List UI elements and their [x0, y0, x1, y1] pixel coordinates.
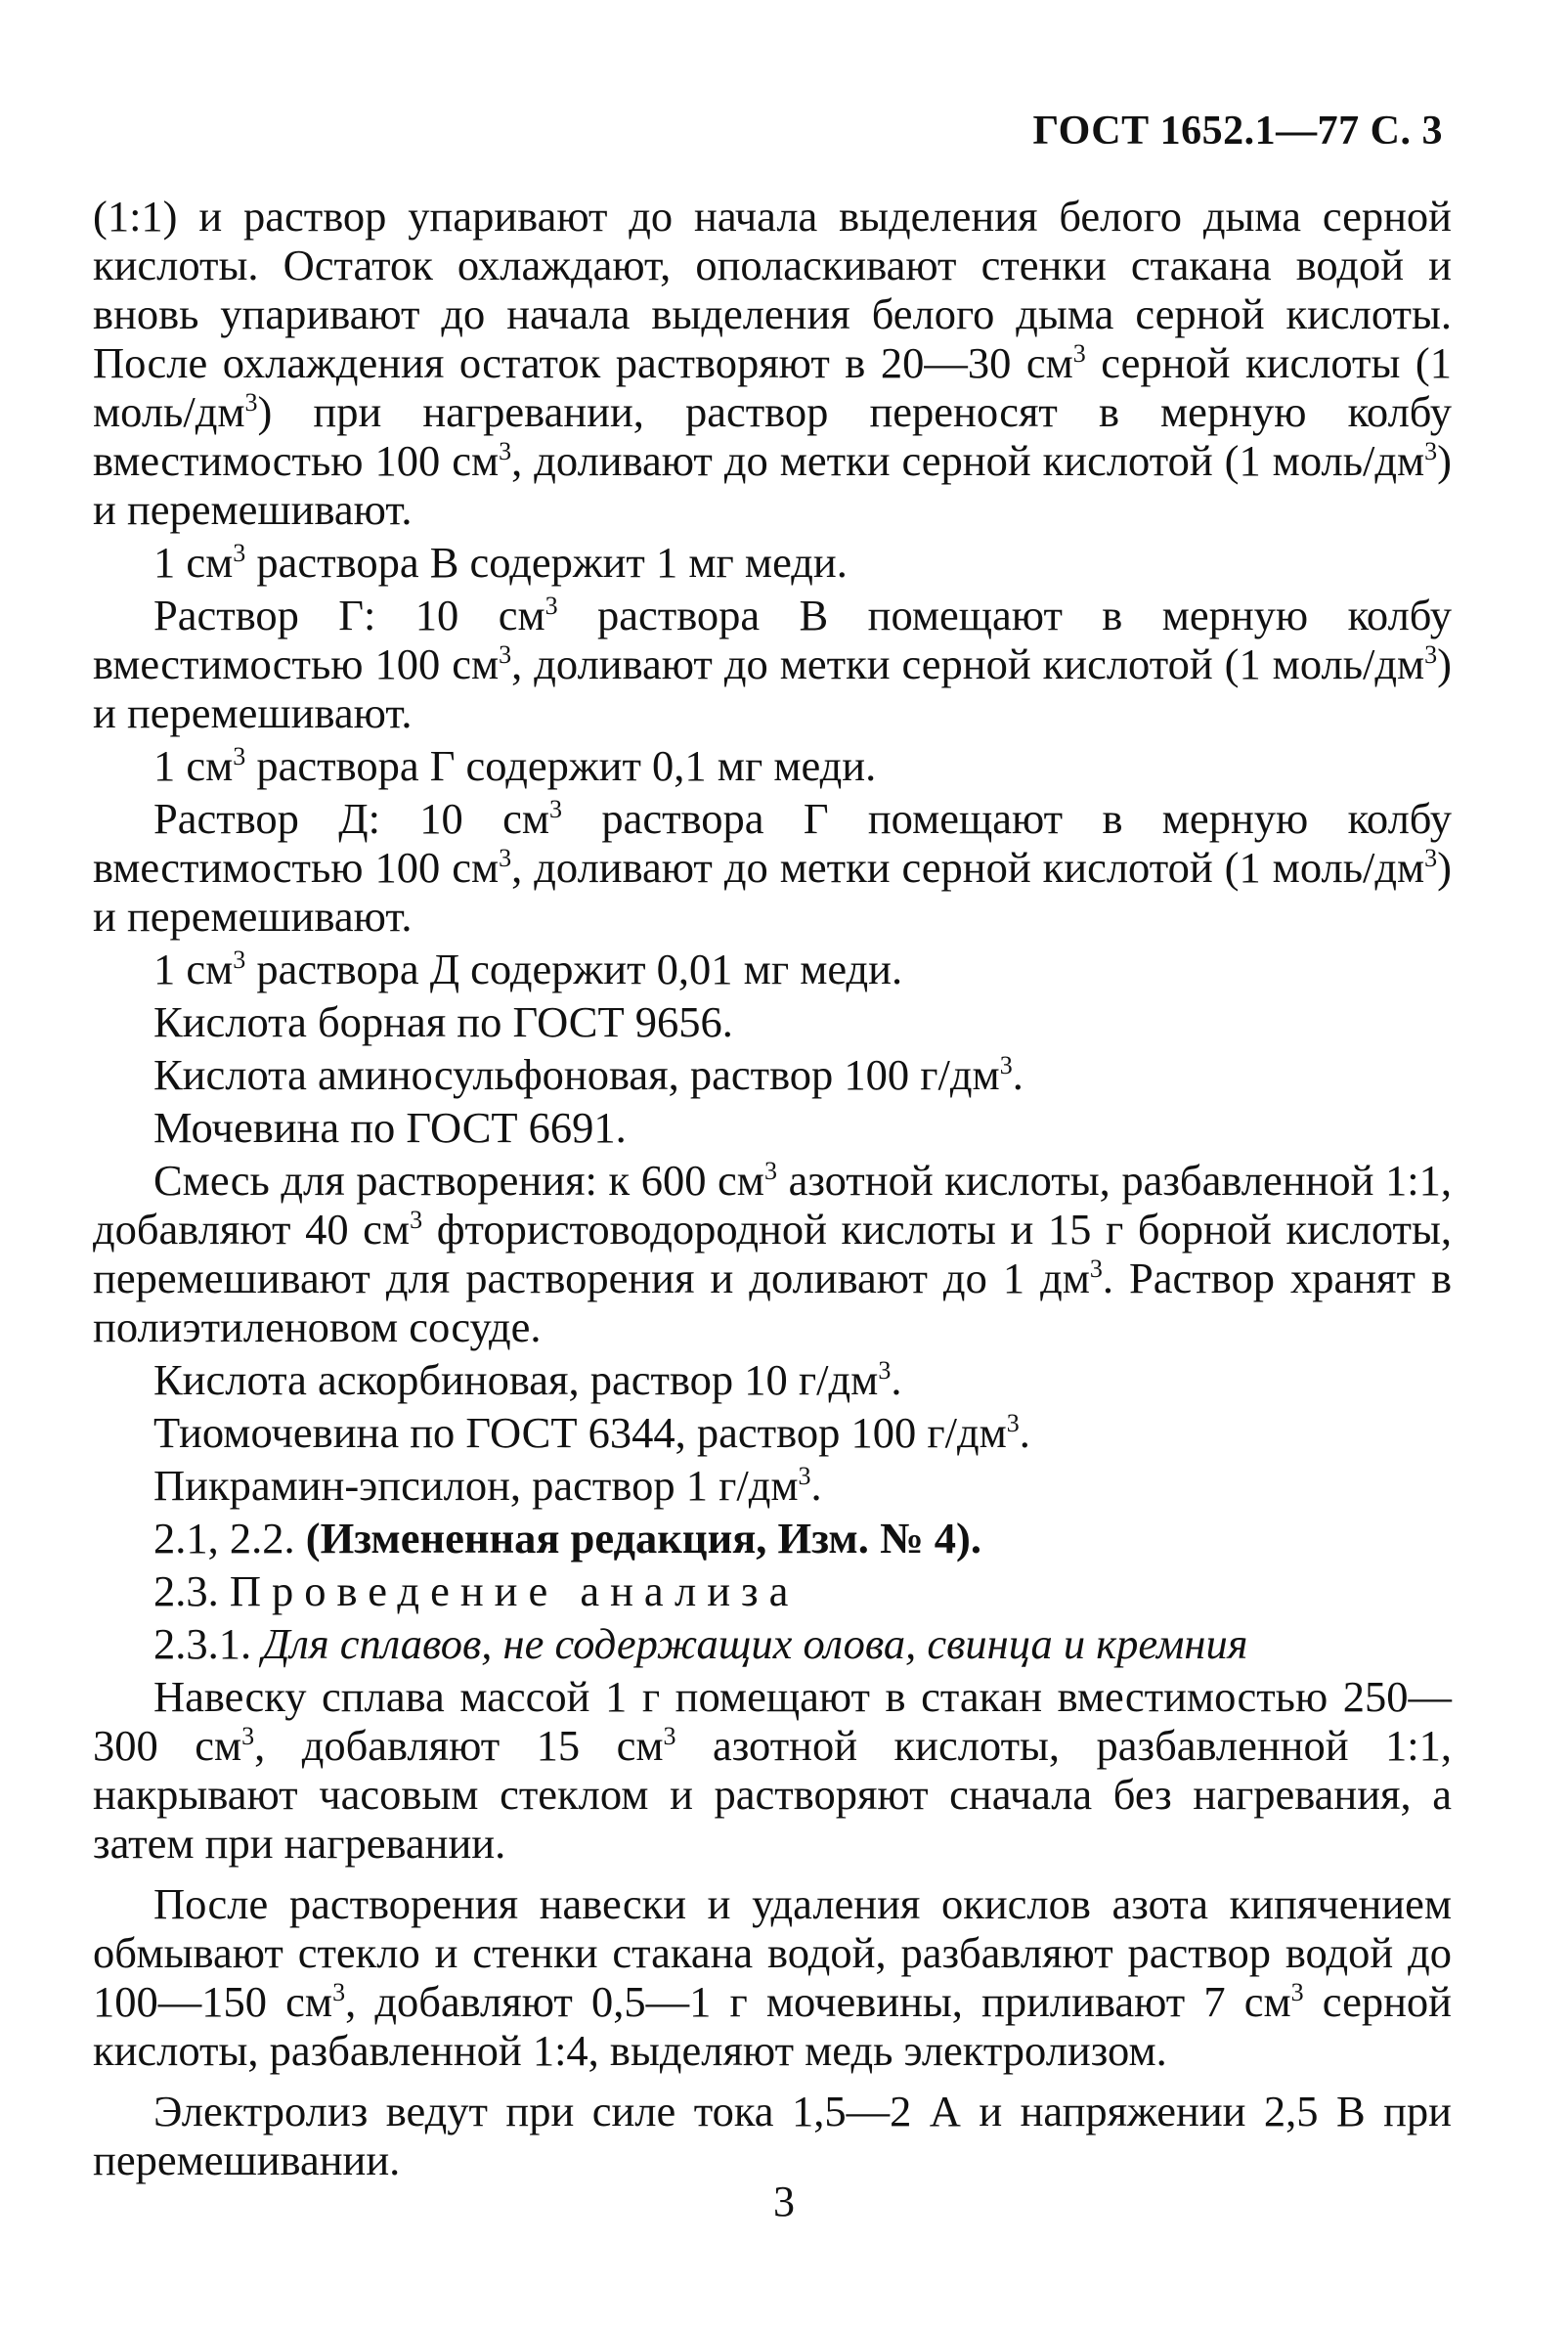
paragraph-9: Мочевина по ГОСТ 6691. — [153, 1103, 627, 1152]
paragraph-12: Тиомочевина по ГОСТ 6344, раствор 100 $г/дм^3$. — [153, 1408, 1030, 1457]
paragraph-18: После растворения навески и удаления окислов азота кипячением обмывают стекло и стенки стакана водой, разбавляют раствор водой до 100—150 $см^3$, добавляют 0,5—1 г мочевины, приливают 7 $см^3$ серной кислоты, разбавленной 1:4, выделяют медь электролизом. — [93, 1879, 1452, 2075]
paragraph-8: Кислота аминосульфоновая, раствор 100 $г/дм^3$. — [153, 1050, 1024, 1099]
page-header: ГОСТ 1652.1—77 С. 3 — [1032, 109, 1443, 154]
paragraph-13: Пикрамин-эпсилон, раствор 1 $г/дм^3$. — [153, 1461, 822, 1510]
paragraph-19: Электролиз ведут при силе тока 1,5—2 А и напряжении 2,5 В при перемешивании. — [93, 2087, 1452, 2184]
document-body — [93, 192, 1452, 2184]
paragraph-6: 1 $см^3$ раствора Д содержит 0,01 мг меди. — [153, 945, 903, 993]
subsection-title: Для сплавов, не содержащих олова, свинца и кремния — [262, 1619, 1248, 1668]
paragraph-1: (1:1) и раствор упаривают до начала выделения белого дыма серной кислоты. Остаток охлаждают, ополаскивают стенки стакана водой и вновь упаривают до начала выделения белого дыма серной кислоты. После охлаждения остаток растворяют в 20—30 $см^3$ серной кислоты (1 моль/$дм^3$) при нагревании, раствор переносят в мерную колбу вместимостью 100 $см^3$, доливают до метки серной кислотой (1 моль/$дм^3$) и перемешивают. — [93, 192, 1452, 534]
subsection-heading-2-3-1: 2.3.1. Для сплавов, не содержащих олова, свинца и кремния — [153, 1619, 1248, 1668]
paragraph-3: Раствор Г: 10 $см^3$ раствора В помещают в мерную колбу вместимостью 100 $см^3$, доливают до метки серной кислотой (1 моль/$дм^3$) и перемешивают. — [93, 591, 1452, 737]
paragraph-7: Кислота борная по ГОСТ 9656. — [153, 997, 733, 1046]
section-heading-2-3: 2.3. Проведение анализа — [153, 1566, 800, 1615]
paragraph-5: Раствор Д: 10 $см^3$ раствора Г помещают в мерную колбу вместимостью 100 $см^3$, доливают до метки серной кислотой (1 моль/$дм^3$) и перемешивают. — [93, 794, 1452, 941]
paragraph-14: 2.1, 2.2. (Измененная редакция, Изм. № 4). — [153, 1514, 981, 1563]
paragraph-2: 1 $см^3$ раствора В содержит 1 мг меди. — [153, 538, 848, 587]
amendment-note: (Измененная редакция, Изм. № 4). — [305, 1514, 981, 1563]
paragraph-17: Навеску сплава массой 1 г помещают в стакан вместимостью 250—300 $см^3$, добавляют 15 $см^3$ азотной кислоты, разбавленной 1:1, накрывают часовым стеклом и растворяют сначала без нагревания, а затем при нагревании. — [93, 1672, 1452, 1868]
paragraph-10: Смесь для растворения: к 600 $см^3$ азотной кислоты, разбавленной 1:1, добавляют 40 $см^3$ фтористоводородной кислоты и 15 г борной кислоты, перемешивают для растворения и доливают до 1 $дм^3$. Раствор хранят в полиэтиленовом сосуде. — [93, 1156, 1452, 1351]
page-number: 3 — [773, 2178, 795, 2225]
section-title: Проведение анализа — [229, 1566, 800, 1615]
paragraph-11: Кислота аскорбиновая, раствор 10 $г/дм^3$. — [153, 1355, 902, 1404]
paragraph-4: 1 $см^3$ раствора Г содержит 0,1 мг меди. — [153, 741, 877, 790]
